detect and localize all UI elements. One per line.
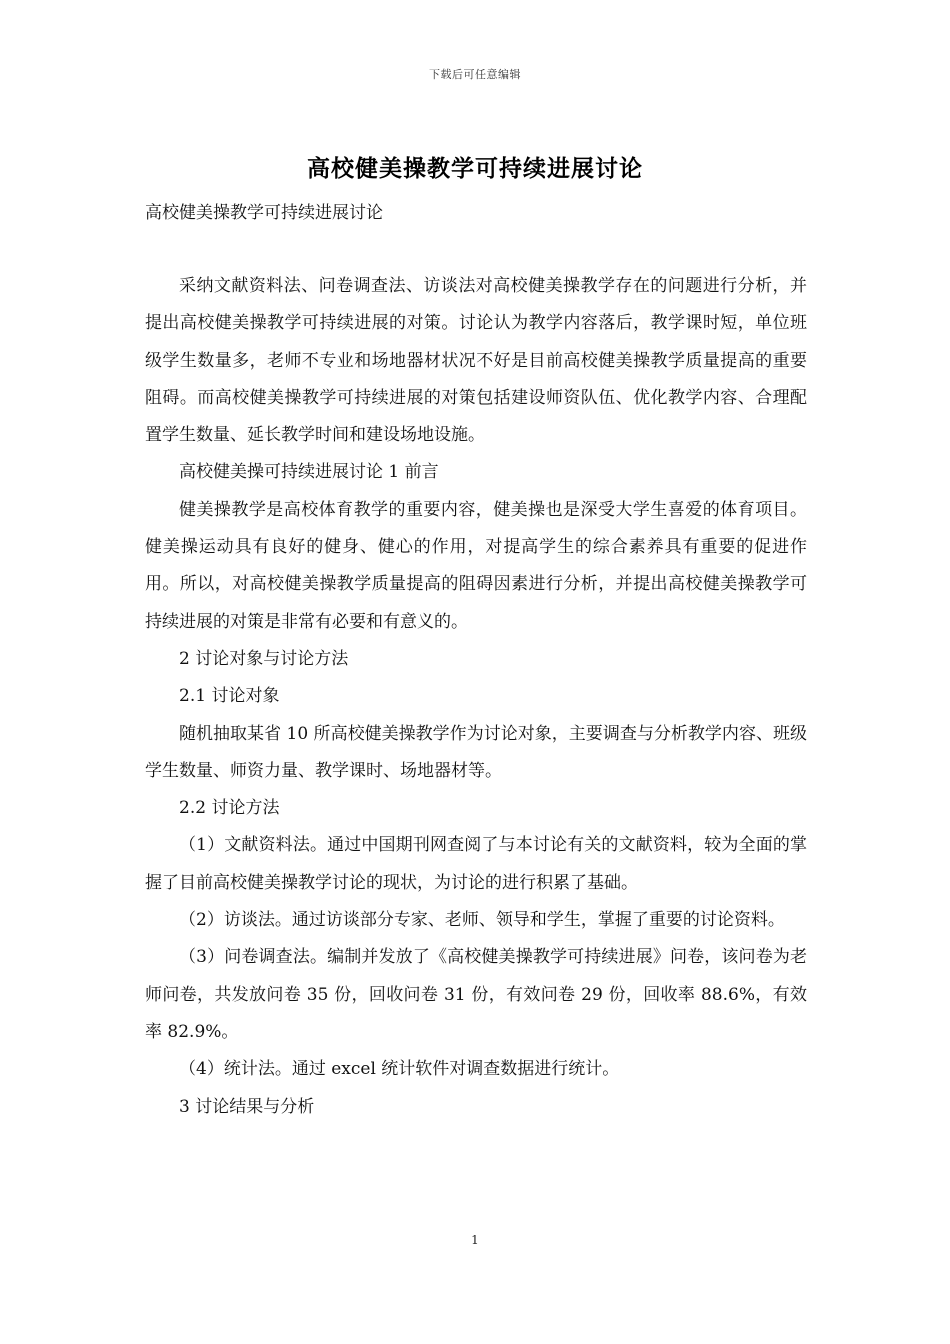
objects-paragraph: 随机抽取某省 10 所高校健美操教学作为讨论对象，主要调查与分析教学内容、班级学生数量、师资力量、教学课时、场地器材等。 — [145, 723, 807, 781]
method-questionnaire-paragraph: （3）问卷调查法。编制并发放了《高校健美操教学可持续进展》问卷，该问卷为老师问卷，共发放问卷 35 份，回收问卷 31 份，有效问卷 29 份，回收率 88.6%，有效率 82.9%。 — [145, 947, 807, 1042]
document-subtitle: 高校健美操教学可持续进展讨论 — [145, 203, 383, 223]
method-statistics-paragraph: （4）统计法。通过 excel 统计软件对调查数据进行统计。 — [179, 1059, 620, 1080]
section-heading-results: 3 讨论结果与分析 — [179, 1096, 315, 1117]
section-heading-preface: 高校健美操可持续进展讨论 1 前言 — [179, 462, 439, 483]
preface-paragraph: 健美操教学是高校体育教学的重要内容，健美操也是深受大学生喜爱的体育项目。健美操运动具有良好的健身、健心的作用，对提高学生的综合素养具有重要的促进作用。所以，对高校健美操教学质量提高的阻碍因素进行分析，并提出高校健美操教学可持续进展的对策是非常有必要和有意义的。 — [145, 499, 807, 632]
document-body — [145, 268, 807, 1126]
method-interview-paragraph: （2）访谈法。通过访谈部分专家、老师、领导和学生，掌握了重要的讨论资料。 — [179, 910, 785, 931]
method-literature-paragraph: （1）文献资料法。通过中国期刊网查阅了与本讨论有关的文献资料，较为全面的掌握了目前高校健美操教学讨论的现状，为讨论的进行积累了基础。 — [145, 835, 807, 893]
subsection-heading-objects: 2.1 讨论对象 — [179, 686, 280, 707]
section-heading-methods: 2 讨论对象与讨论方法 — [179, 648, 349, 669]
abstract-paragraph: 采纳文献资料法、问卷调查法、访谈法对高校健美操教学存在的问题进行分析，并提出高校健美操教学可持续进展的对策。讨论认为教学内容落后，教学课时短，单位班级学生数量多，老师不专业和场地器材状况不好是目前高校健美操教学质量提高的重要阻碍。而高校健美操教学可持续进展的对策包括建设师资队伍、优化教学内容、合理配置学生数量、延长教学时间和建设场地设施。 — [145, 276, 807, 446]
page-number: 1 — [471, 1233, 479, 1247]
header-note: 下载后可任意编辑 — [429, 68, 521, 81]
document-title: 高校健美操教学可持续进展讨论 — [307, 155, 643, 182]
subsection-heading-methods: 2.2 讨论方法 — [179, 798, 280, 819]
